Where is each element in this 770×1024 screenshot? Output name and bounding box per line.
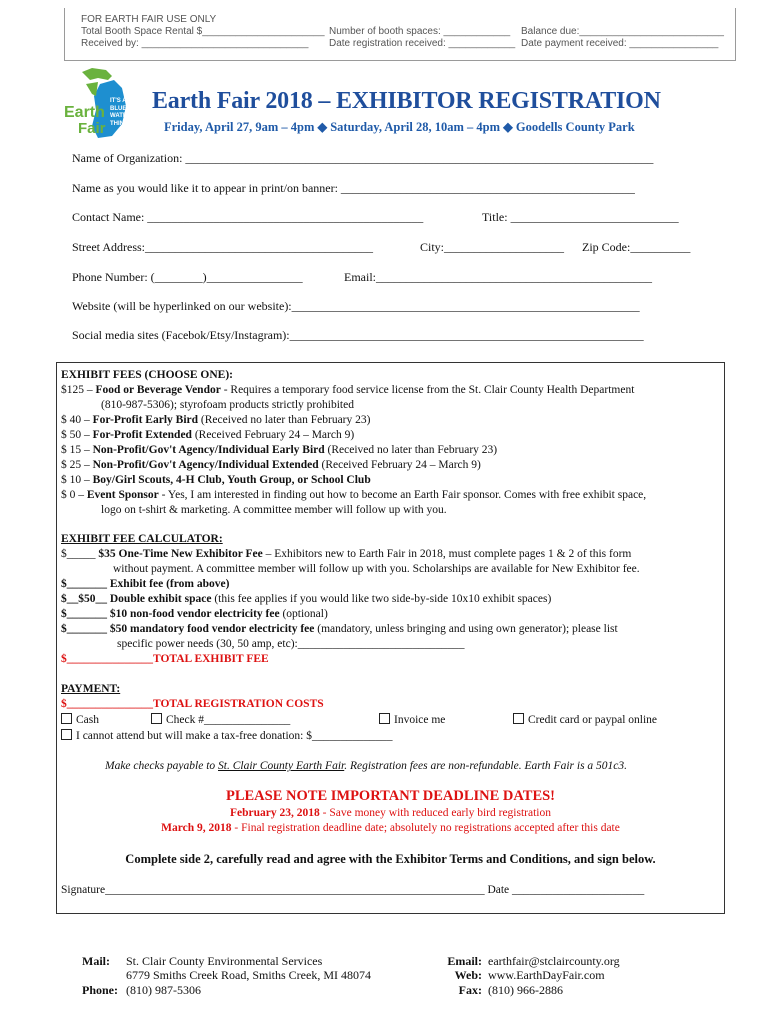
fee-option-forprofit-extended[interactable]: $ 50 – For-Profit Extended (Received February 24 – March 9) <box>61 429 355 441</box>
web-link[interactable]: www.EarthDayFair.com <box>488 968 605 982</box>
contact-title-field[interactable]: Title: ____________________________ <box>482 210 679 224</box>
city-field[interactable]: City:____________________ <box>420 240 565 254</box>
logo-word-fair: Fair <box>78 120 106 137</box>
fee-option-food-cont: (810-987-5306); styrofoam products strictly prohibited <box>101 399 354 411</box>
office-received-by-field[interactable]: Received by: ______________________________ <box>81 38 309 49</box>
mail-label: Mail: <box>82 954 110 968</box>
calc-total-exhibit-fee[interactable]: $_______________TOTAL EXHIBIT FEE <box>61 653 269 665</box>
mail-line-1: St. Clair County Environmental Services <box>126 954 323 968</box>
office-spaces-field[interactable]: Number of booth spaces: ____________ <box>329 26 511 37</box>
logo-word-earth: Earth <box>64 104 105 121</box>
fee-option-youth[interactable]: $ 10 – Boy/Girl Scouts, 4-H Club, Youth Group, or School Club <box>61 474 371 486</box>
office-use-box <box>64 8 736 61</box>
logo-tagline: IT'S A BLUE WATER THING <box>110 98 132 127</box>
phone-label: Phone: <box>82 983 118 997</box>
calc-nonfood-electric[interactable]: $_______ $10 non-food vendor electricity fee (optional) <box>61 608 328 620</box>
page-title: Earth Fair 2018 – EXHIBITOR REGISTRATION <box>152 88 661 114</box>
office-heading: FOR EARTH FAIR USE ONLY <box>81 14 217 25</box>
fees-heading: EXHIBIT FEES (CHOOSE ONE): <box>61 369 234 381</box>
office-balance-field[interactable]: Balance due:__________________________ <box>521 26 724 37</box>
web-label: Web: <box>454 968 482 982</box>
exhibit-fees-box <box>56 362 725 914</box>
mail-line-2: 6779 Smiths Creek Road, Smiths Creek, MI 48074 <box>126 968 371 982</box>
fee-option-sponsor[interactable]: $ 0 – Event Sponsor - Yes, I am interested in finding out how to become an Earth Fair sponsor. Comes with free exhibit space, <box>61 489 647 501</box>
deadline-early-bird: February 23, 2018 - Save money with reduced early bird registration <box>230 807 551 819</box>
payment-note: Make checks payable to St. Clair County Earth Fair. Registration fees are non-refundable. Earth Fair is a 501c3. <box>105 760 628 772</box>
earth-fair-logo <box>62 66 152 142</box>
event-dates: Friday, April 27, 9am – 4pm ◆ Saturday, April 28, 10am – 4pm ◆ Goodells County Park <box>164 120 635 134</box>
payment-card-option[interactable]: Credit card or paypal online <box>513 713 657 726</box>
calc-new-exhibitor-cont: without payment. A committee member will follow up with you. Scholarships are available for New Exhibitor fee. <box>113 563 640 575</box>
fee-option-sponsor-cont: logo on t-shirt & marketing. A committee member will follow up with you. <box>101 504 447 516</box>
signature-field[interactable]: Signature__________________________________________________________________ Date _______________________ <box>61 884 645 896</box>
payment-total[interactable]: $_______________TOTAL REGISTRATION COSTS <box>61 698 324 710</box>
email-label: Email: <box>447 954 482 968</box>
fee-option-nonprofit-extended[interactable]: $ 25 – Non-Profit/Gov't Agency/Individual Extended (Received February 24 – March 9) <box>61 459 481 471</box>
donation-checkbox[interactable] <box>61 729 72 740</box>
street-address-field[interactable]: Street Address:______________________________________ <box>72 240 373 254</box>
cash-checkbox[interactable] <box>61 713 72 724</box>
calc-power-needs[interactable]: specific power needs (30, 50 amp, etc):_____________________________ <box>117 638 465 650</box>
fee-option-forprofit-early[interactable]: $ 40 – For-Profit Early Bird (Received no later than February 23) <box>61 414 371 426</box>
calc-heading: EXHIBIT FEE CALCULATOR: <box>61 533 223 545</box>
office-date-paid-field[interactable]: Date payment received: ________________ <box>521 38 719 49</box>
zip-field[interactable]: Zip Code:__________ <box>582 240 691 254</box>
complete-side-two: Complete side 2, carefully read and agree with the Exhibitor Terms and Conditions, and sign below. <box>125 852 656 866</box>
fax-label: Fax: <box>458 983 482 997</box>
invoice-checkbox[interactable] <box>379 713 390 724</box>
fee-option-food[interactable]: $125 – Food or Beverage Vendor - Requires a temporary food service license from the St. Clair County Health Department <box>61 384 635 396</box>
donation-option[interactable]: I cannot attend but will make a tax-free donation: $______________ <box>61 729 393 742</box>
payment-invoice-option[interactable]: Invoice me <box>379 713 445 726</box>
org-name-field[interactable]: Name of Organization: ______________________________________________________________________________ <box>72 151 654 165</box>
calc-new-exhibitor[interactable]: $_____ $35 One-Time New Exhibitor Fee – Exhibitors new to Earth Fair in 2018, must complete pages 1 & 2 of this form <box>61 548 632 560</box>
email-field[interactable]: Email:______________________________________________ <box>344 270 652 284</box>
phone-field[interactable]: Phone Number: (________)________________ <box>72 270 303 284</box>
banner-name-field[interactable]: Name as you would like it to appear in print/on banner: _________________________________________________ <box>72 181 635 195</box>
fee-option-nonprofit-early[interactable]: $ 15 – Non-Profit/Gov't Agency/Individual Early Bird (Received no later than February 23) <box>61 444 498 456</box>
contact-name-field[interactable]: Contact Name: ______________________________________________ <box>72 210 424 224</box>
calc-exhibit-fee[interactable]: $_______ Exhibit fee (from above) <box>61 578 230 590</box>
fax-number: (810) 966-2886 <box>488 983 563 997</box>
calc-double-space[interactable]: $__$50__ Double exhibit space (this fee applies if you would like two side-by-side 10x10 exhibit spaces) <box>61 593 552 605</box>
office-date-received-field[interactable]: Date registration received: ____________ <box>329 38 516 49</box>
website-field[interactable]: Website (will be hyperlinked on our website):__________________________________________________________ <box>72 299 640 313</box>
card-checkbox[interactable] <box>513 713 524 724</box>
payment-cash-option[interactable]: Cash <box>61 713 99 726</box>
check-checkbox[interactable] <box>151 713 162 724</box>
deadline-heading: PLEASE NOTE IMPORTANT DEADLINE DATES! <box>225 788 556 804</box>
payment-check-option[interactable]: Check #_______________ <box>151 713 290 726</box>
social-media-field[interactable]: Social media sites (Facebok/Etsy/Instagram):___________________________________________________________ <box>72 328 644 342</box>
office-rental-field[interactable]: Total Booth Space Rental $______________________ <box>81 26 325 37</box>
calc-food-electric[interactable]: $_______ $50 mandatory food vendor electricity fee (mandatory, unless bringing and using own generator); please list <box>61 623 618 635</box>
email-address[interactable]: earthfair@stclaircounty.org <box>488 954 620 968</box>
deadline-final: March 9, 2018 - Final registration deadline date; absolutely no registrations accepted after this date <box>161 822 620 834</box>
phone-number: (810) 987-5306 <box>126 983 201 997</box>
payment-heading: PAYMENT: <box>61 683 121 695</box>
